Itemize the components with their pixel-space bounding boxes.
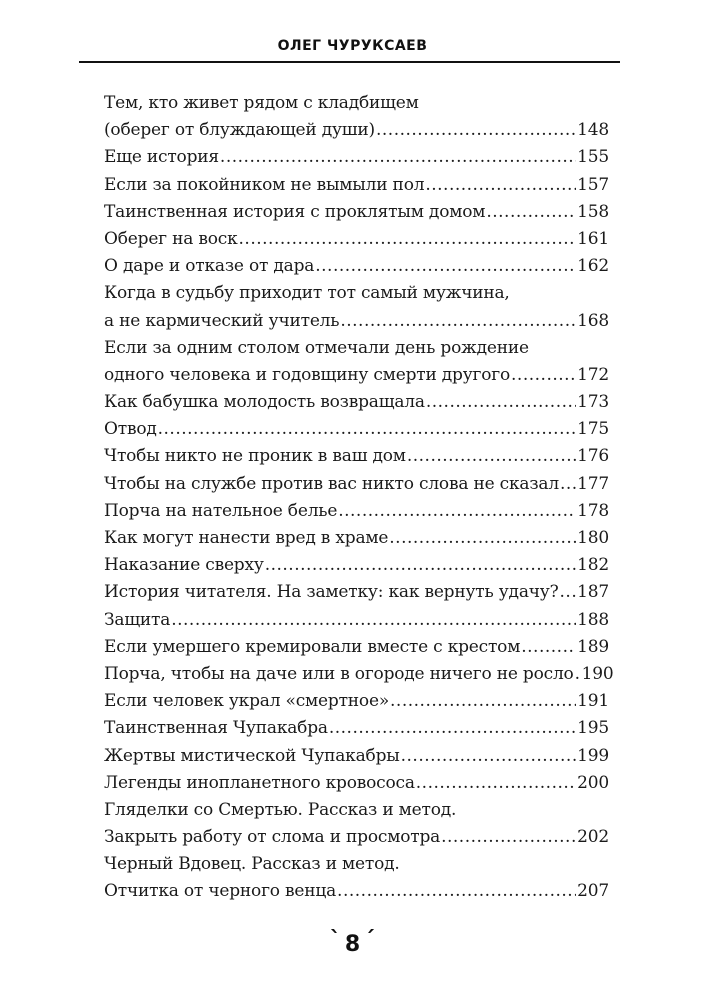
toc-line (104, 525, 609, 552)
toc-leader-dots (511, 362, 576, 389)
toc-entry-title: (оберег от блуждающей души) (104, 120, 375, 141)
page-number (0, 928, 705, 957)
toc-entry-title: Как могут нанести вред в храме (104, 528, 389, 548)
toc-entry-title: Гляделки со Смертью. Рассказ и метод. (104, 799, 457, 820)
toc-line (104, 797, 609, 824)
toc-entry (104, 525, 609, 552)
toc-page-number: 202 (577, 827, 609, 848)
toc-leader-dots (426, 389, 576, 416)
toc-page-number: 168 (577, 310, 609, 331)
toc-entry-title: О даре и отказе от дара (104, 256, 315, 277)
toc-entry (104, 579, 609, 606)
toc-line (104, 634, 609, 661)
toc-line (104, 743, 609, 770)
toc-page-number: 180 (577, 528, 609, 548)
toc-line (104, 715, 609, 742)
toc-entry-title: Таинственная Чупакабра (104, 718, 328, 739)
folio-ornament-left: ` (329, 928, 341, 953)
toc-line (104, 579, 609, 606)
toc-entry (104, 715, 609, 742)
toc-leader-dots (337, 878, 576, 905)
toc-page-number: 188 (577, 609, 609, 630)
toc-entry (104, 253, 609, 280)
toc-entry-title: Если за покойником не вымыли пол (104, 174, 425, 195)
toc-line (104, 851, 609, 878)
toc-leader-dots (560, 471, 576, 498)
toc-leader-dots (376, 117, 576, 144)
toc-leader-dots (390, 688, 576, 715)
toc-leader-dots (575, 661, 581, 688)
toc-line (104, 389, 609, 416)
toc-entry (104, 90, 609, 144)
toc-entry-title: Наказание сверху (104, 555, 264, 576)
toc-leader-dots (401, 743, 577, 770)
toc-entry-title: одного человека и годовщину смерти другого (104, 364, 511, 385)
toc-entry (104, 144, 609, 171)
toc-page-number: 158 (577, 201, 609, 222)
toc-entry-title: Легенды инопланетного кровососа (104, 772, 415, 793)
toc-entry-title: Еще история (104, 147, 219, 168)
toc-entry-title: История читателя. На заметку: как вернуть удачу? (104, 582, 559, 603)
toc-entry (104, 416, 609, 443)
toc-entry-title: Закрыть работу от слома и просмотра (104, 827, 441, 848)
toc-line (104, 90, 609, 117)
toc-leader-dots (338, 498, 576, 525)
toc-page-number: 161 (577, 228, 609, 249)
toc-line (104, 308, 609, 335)
toc-leader-dots (220, 144, 576, 171)
toc-line (104, 280, 609, 307)
toc-leader-dots (158, 416, 577, 443)
toc-page-number: 189 (577, 636, 609, 657)
toc-entry-title: Защита (104, 609, 171, 630)
toc-page-number: 178 (577, 500, 609, 521)
toc-entry (104, 471, 609, 498)
toc-line (104, 172, 609, 199)
header-rule (79, 61, 620, 63)
toc-entry-title: Чтобы на службе против вас никто слова не сказал (104, 473, 559, 494)
toc-entry (104, 280, 609, 334)
toc-line (104, 552, 609, 579)
page-number-value: 8 (344, 932, 361, 957)
folio-ornament-right: ´ (364, 928, 376, 953)
toc-page-number: 157 (577, 174, 609, 195)
toc-line (104, 362, 609, 389)
toc-page-number: 191 (577, 691, 609, 712)
toc-line (104, 443, 609, 470)
toc-page-number: 162 (577, 256, 609, 277)
toc-page-number: 199 (577, 745, 609, 766)
toc-entry (104, 443, 609, 470)
toc-entry (104, 226, 609, 253)
toc-line (104, 688, 609, 715)
toc-entry (104, 607, 609, 634)
toc-leader-dots (389, 525, 576, 552)
toc-page-number: 148 (577, 120, 609, 141)
toc-entry-title: Отвод (104, 419, 157, 440)
toc-page-number: 176 (577, 446, 609, 467)
toc-leader-dots (340, 308, 576, 335)
toc-leader-dots (425, 172, 576, 199)
toc-entry-title: Как бабушка молодость возвращала (104, 392, 425, 413)
toc-line (104, 226, 609, 253)
toc-line (104, 253, 609, 280)
toc-page-number: 177 (577, 473, 609, 494)
toc-entry (104, 335, 609, 389)
toc-entry (104, 498, 609, 525)
toc-leader-dots (265, 552, 576, 579)
toc-entry (104, 851, 609, 905)
running-head-author: ОЛЕГ ЧУРУКСАЕВ (277, 38, 428, 54)
toc-line (104, 117, 609, 144)
toc-entry-title: Если человек украл «смертное» (104, 691, 390, 712)
toc-leader-dots (407, 443, 576, 470)
toc-entry-title: а не кармический учитель (104, 310, 340, 331)
toc-page-number: 190 (581, 663, 614, 684)
toc-page-number: 187 (577, 582, 609, 603)
toc-entry (104, 199, 609, 226)
toc-line (104, 498, 609, 525)
toc-leader-dots (171, 607, 576, 634)
toc-line (104, 770, 609, 797)
toc-entry (104, 634, 609, 661)
toc-leader-dots (315, 253, 576, 280)
toc-entry-title: Черный Вдовец. Рассказ и метод. (104, 854, 400, 875)
toc-line (104, 661, 614, 688)
toc-entry-title: Таинственная история с проклятым домом (104, 201, 486, 222)
toc-line (104, 144, 609, 171)
toc-entry-title: Если за одним столом отмечали день рождение (104, 337, 529, 358)
toc-page-number: 200 (577, 772, 609, 793)
toc-entry-title: Чтобы никто не проник в ваш дом (104, 446, 406, 467)
table-of-contents (104, 90, 614, 906)
toc-entry-title: Жертвы мистической Чупакабры (104, 745, 400, 766)
toc-entry-title: Отчитка от черного венца (104, 881, 337, 902)
toc-line (104, 416, 609, 443)
toc-page-number: 207 (577, 881, 609, 902)
toc-entry (104, 172, 609, 199)
toc-line (104, 471, 609, 498)
toc-leader-dots (486, 199, 576, 226)
toc-entry (104, 661, 614, 688)
toc-entry-title: Когда в судьбу приходит тот самый мужчина, (104, 283, 510, 304)
toc-entry (104, 770, 609, 797)
toc-leader-dots (441, 824, 576, 851)
toc-leader-dots (560, 579, 577, 606)
toc-page-number: 195 (577, 718, 609, 739)
toc-leader-dots (521, 634, 576, 661)
toc-entry-title: Если умершего кремировали вместе с крестом (104, 636, 521, 657)
toc-page-number: 155 (577, 147, 609, 168)
toc-entry-title: Тем, кто живет рядом с кладбищем (104, 93, 419, 113)
toc-line (104, 878, 609, 905)
toc-entry-title: Порча, чтобы на даче или в огороде ничего не росло (104, 663, 574, 684)
toc-page-number: 175 (577, 419, 609, 440)
toc-page-number: 182 (577, 555, 609, 576)
toc-entry (104, 688, 609, 715)
toc-entry-title: Порча на нательное белье (104, 500, 338, 521)
toc-leader-dots (239, 226, 577, 253)
toc-entry-title: Оберег на воск (104, 228, 238, 249)
toc-line (104, 199, 609, 226)
toc-leader-dots (329, 715, 576, 742)
toc-line (104, 335, 609, 362)
toc-page-number: 172 (577, 364, 609, 385)
toc-entry (104, 797, 609, 851)
toc-leader-dots (416, 770, 576, 797)
toc-line (104, 824, 609, 851)
toc-line (104, 607, 609, 634)
toc-entry (104, 389, 609, 416)
toc-entry (104, 743, 609, 770)
toc-entry (104, 552, 609, 579)
toc-page-number: 173 (577, 392, 609, 413)
